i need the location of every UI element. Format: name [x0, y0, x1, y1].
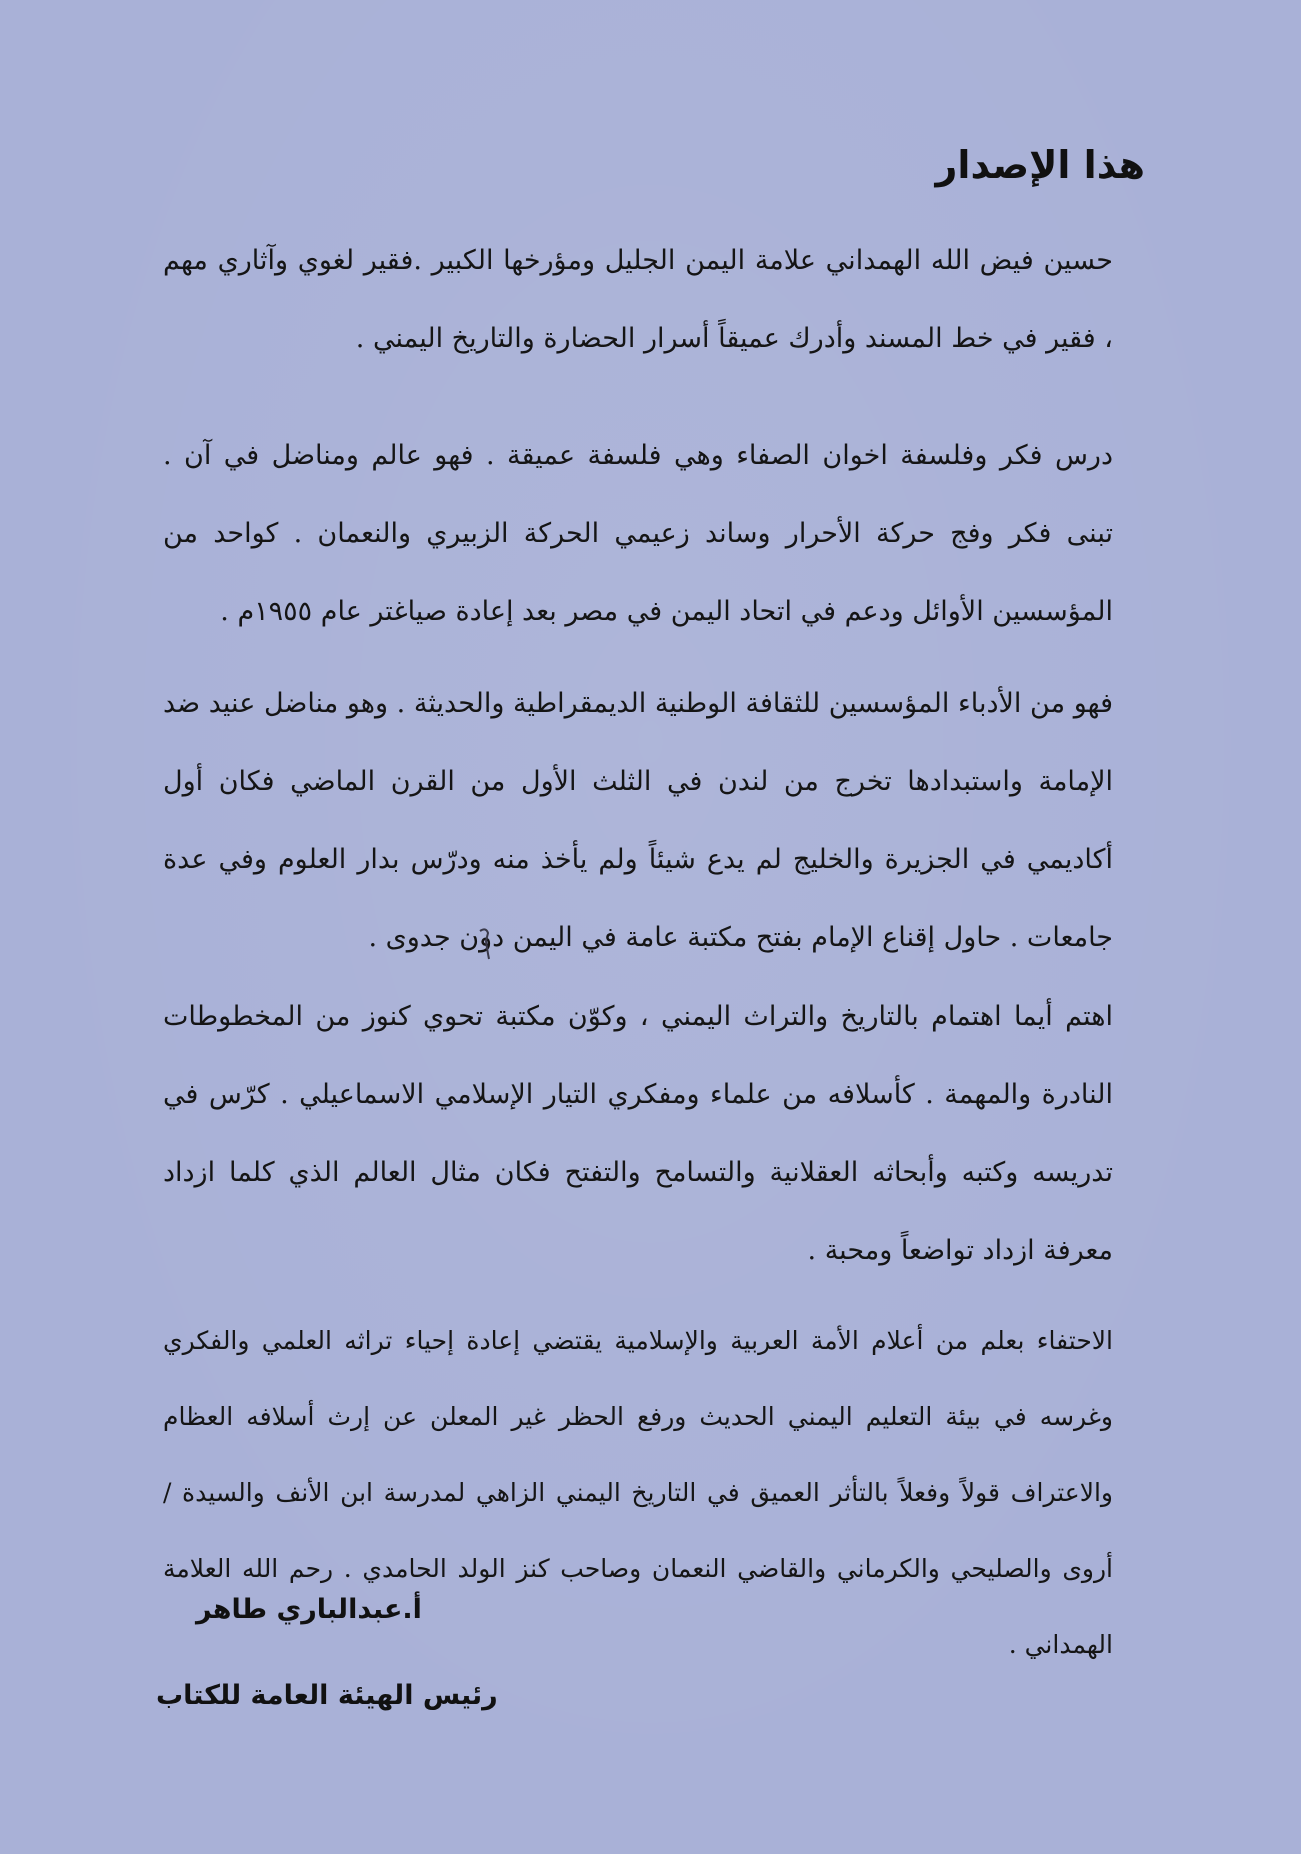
paragraph-1: حسين فيض الله الهمداني علامة اليمن الجليل ومؤرخها الكبير .فقير لغوي وآثاري مهم ، فقير في خط المسند وأدرك عميقاً أسرار الحضارة والتاريخ اليمني .	[163, 245, 1113, 354]
paragraph-5: الاحتفاء بعلم من أعلام الأمة العربية والإسلامية يقتضي إعادة إحياء تراثه العلمي والفكري وغرسه في بيئة التعليم اليمني الحديث ورفع الحظر غير المعلن عن إرث أسلافه العظام والاعتراف قولاً وفعلاً بالتأثر العميق في التاريخ اليمني الزاهي لمدرسة ابن الأنف والسيدة /أروى والصليحي والكرماني والقاضي النعمان وصاحب كنز الولد الحامدي . رحم الله العلامة الهمداني .	[163, 1326, 1113, 1659]
paragraph-2: درس فكر وفلسفة اخوان الصفاء وهي فلسفة عميقة . فهو عالم ومناضل في آن . تبنى فكر وفج حركة الأحرار وساند زعيمي الحركة الزبيري والنعمان . كواحد من المؤسسين الأوائل ودعم في اتحاد اليمن في مصر بعد إعادة صياغتر عام ١٩٥٥م .	[163, 440, 1113, 627]
signature-name: أ.عبدالباري طاهر	[196, 1594, 422, 1625]
ink-mark-decoration	[474, 925, 496, 965]
paragraph-3: فهو من الأدباء المؤسسين للثقافة الوطنية الديمقراطية والحديثة . وهو مناضل عنيد ضد الإمامة واستبدادها تخرج من لندن في الثلث الأول من القرن الماضي فكان أول أكاديمي في الجزيرة والخليج لم يدع شيئاً ولم يأخذ منه ودرّس بدار العلوم وفي عدة جامعات . حاول إقناع الإمام بفتح مكتبة عامة في اليمن دون جدوى .	[163, 688, 1113, 953]
signature-position: رئيس الهيئة العامة للكتاب	[156, 1680, 498, 1711]
paragraph-4: اهتم أيما اهتمام بالتاريخ والتراث اليمني ، وكوّن مكتبة تحوي كنوز من المخطوطات النادرة والمهمة . كأسلافه من علماء ومفكري التيار الإسلامي الاسماعيلي . كرّس في تدريسه وكتبه وأبحاثه العقلانية والتسامح والتفتح فكان مثال العالم الذي كلما ازداد معرفة ازداد تواضعاً ومحبة .	[163, 1001, 1113, 1266]
page-title: هذا الإصدار	[935, 143, 1145, 187]
